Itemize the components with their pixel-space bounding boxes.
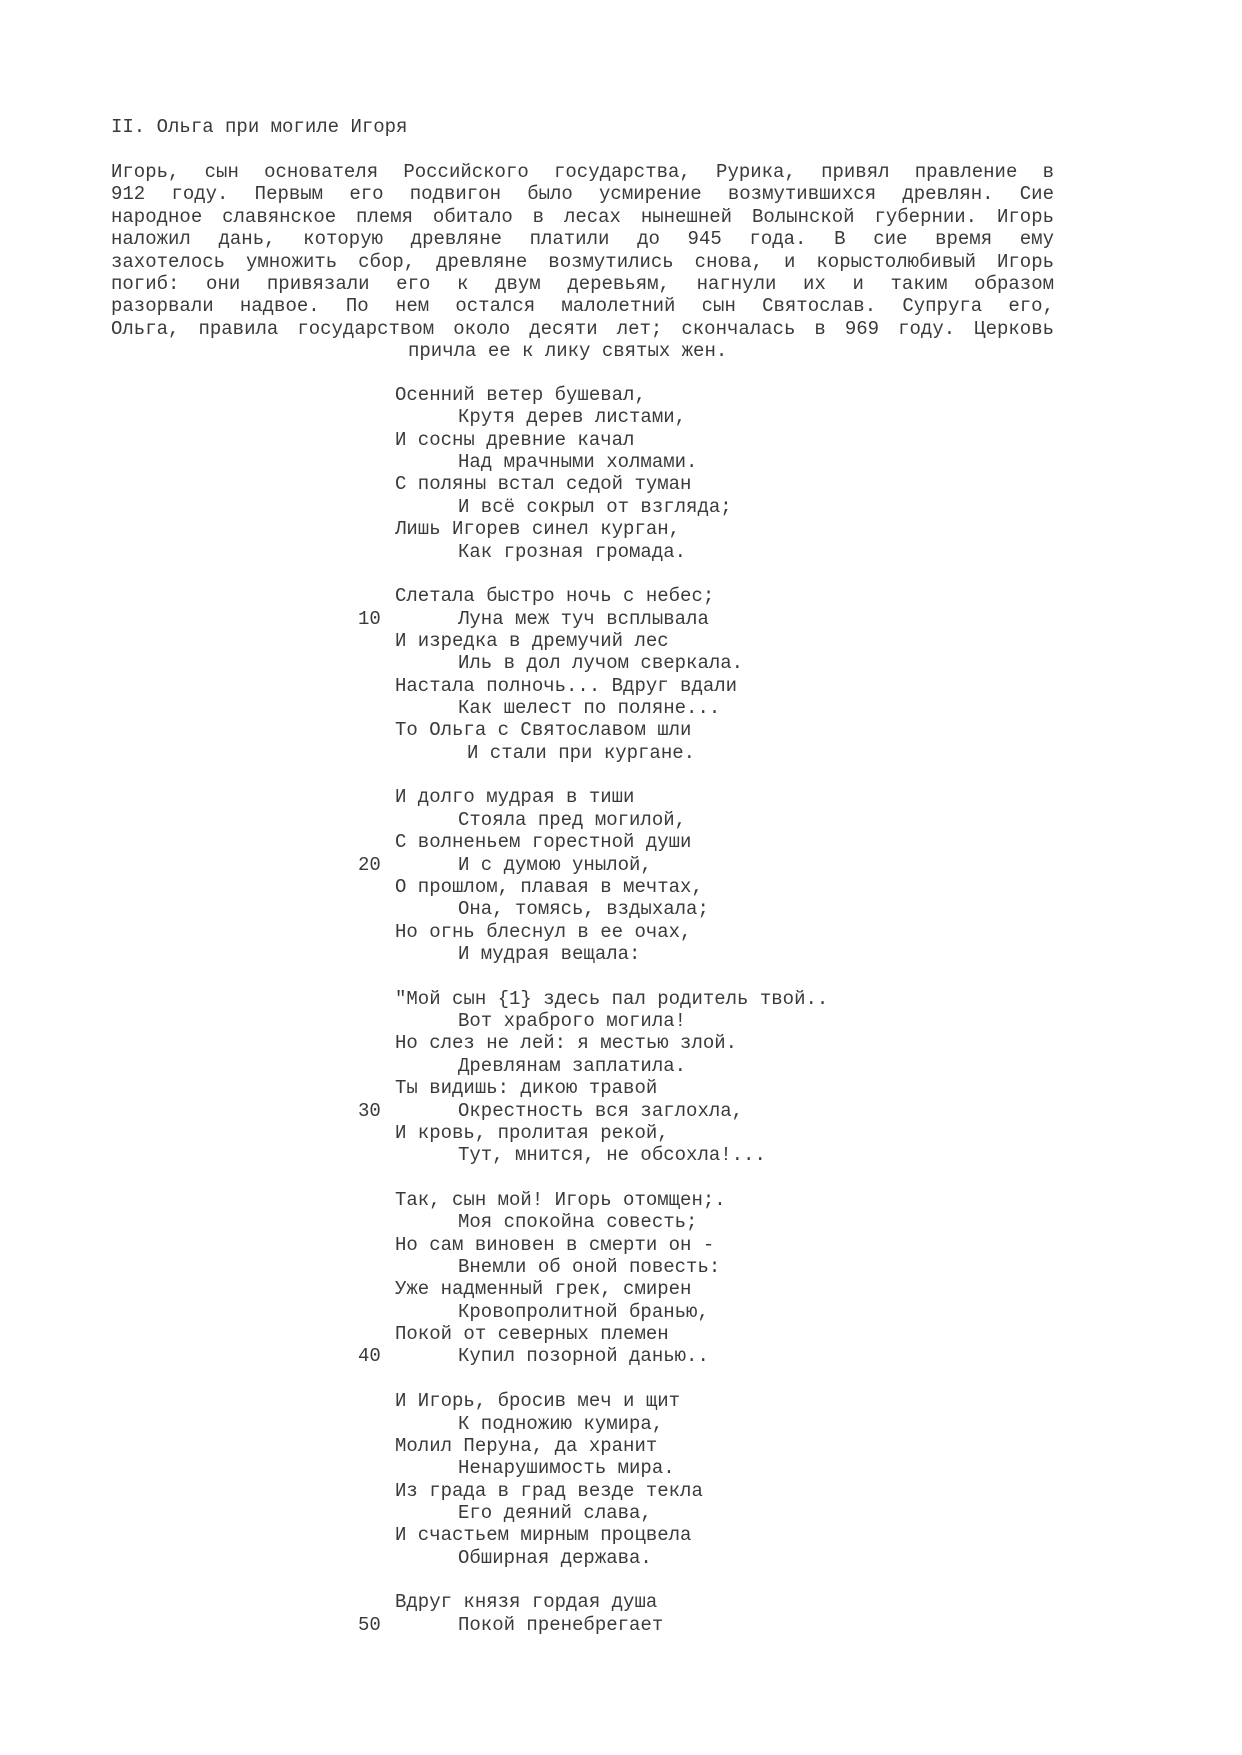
intro-paragraph bbox=[111, 161, 1054, 363]
poem-line-text: Вот храброго могила! bbox=[458, 1010, 687, 1033]
chapter-title: II. Ольга при могиле Игоря bbox=[111, 116, 408, 138]
stanza-break bbox=[0, 1368, 1242, 1390]
poem-line-text: Так, сын мой! Игорь отомщен;. bbox=[395, 1188, 726, 1211]
poem-line-text: И с думою унылой, bbox=[458, 853, 652, 876]
poem-line bbox=[0, 585, 1242, 607]
poem-line-text: "Мой сын {1} здесь пал родитель твой.. bbox=[395, 987, 829, 1010]
poem-line bbox=[0, 1010, 1242, 1032]
poem-line-text: Уже надменный грек, смирен bbox=[395, 1278, 692, 1301]
poem-line bbox=[0, 1614, 1242, 1636]
poem-line-text: Молил Перуна, да хранит bbox=[395, 1434, 658, 1457]
poem-line-text: Внемли об оной повесть: bbox=[458, 1256, 721, 1279]
poem-line-text: Его деяний слава, bbox=[458, 1501, 652, 1524]
poem-line-text: Луна меж туч всплывала bbox=[458, 607, 709, 630]
poem-line bbox=[0, 898, 1242, 920]
poem-line bbox=[0, 854, 1242, 876]
poem-line-text: Осенний ветер бушевал, bbox=[395, 384, 646, 406]
poem-line bbox=[0, 1256, 1242, 1278]
intro-line: народное славянское племя обитало в лесах нынешней Волынской губернии. Игорь bbox=[111, 205, 1054, 228]
poem-line bbox=[0, 1502, 1242, 1524]
poem-line bbox=[0, 719, 1242, 741]
poem-line-text: И счастьем мирным процвела bbox=[395, 1524, 692, 1547]
poem-line bbox=[0, 518, 1242, 540]
poem-line bbox=[0, 1122, 1242, 1144]
poem-line-text: Стояла пред могилой, bbox=[458, 808, 687, 831]
poem-line bbox=[0, 742, 1242, 764]
poem-line-text: И Игорь, бросив меч и щит bbox=[395, 1390, 681, 1413]
line-number: 40 bbox=[358, 1345, 381, 1368]
stanza-break bbox=[0, 1569, 1242, 1591]
poem-line bbox=[0, 473, 1242, 495]
poem-line-text: И всё сокрыл от взгляда; bbox=[458, 495, 732, 518]
poem-line-text: Лишь Игорев синел курган, bbox=[395, 518, 681, 541]
poem-line-text: Настала полночь... Вдруг вдали bbox=[395, 674, 738, 697]
poem-line-text: Иль в дол лучом сверкала. bbox=[458, 652, 744, 675]
intro-line: 912 году. Первым его подвигон было усмирение возмутившихся древлян. Сие bbox=[111, 183, 1054, 206]
poem-line-text: И сосны древние качал bbox=[395, 428, 635, 451]
poem-line-text: О прошлом, плавая в мечтах, bbox=[395, 875, 703, 898]
poem-line bbox=[0, 1413, 1242, 1435]
poem-line bbox=[0, 1032, 1242, 1054]
poem-line-text: Над мрачными холмами. bbox=[458, 451, 698, 474]
intro-line: захотелось умножить сбор, древляне возмутились снова, и корыстолюбивый Игорь bbox=[111, 250, 1054, 273]
line-number: 10 bbox=[358, 607, 381, 630]
poem-line bbox=[0, 1234, 1242, 1256]
poem-line bbox=[0, 429, 1242, 451]
poem-line-text: Покой от северных племен bbox=[395, 1323, 669, 1346]
poem-line-text: К подножию кумира, bbox=[458, 1412, 664, 1435]
poem-line-text: Покой пренебрегает bbox=[458, 1613, 664, 1636]
poem-line bbox=[0, 697, 1242, 719]
poem-line bbox=[0, 786, 1242, 808]
poem-line-text: Обширная держава. bbox=[458, 1546, 652, 1569]
poem-line bbox=[0, 451, 1242, 473]
poem-line bbox=[0, 1278, 1242, 1300]
poem-line bbox=[0, 809, 1242, 831]
poem-body bbox=[0, 384, 1242, 1636]
poem-line-text: Кровопролитной бранью, bbox=[458, 1300, 709, 1323]
poem-line-text: Она, томясь, вздыхала; bbox=[458, 898, 709, 921]
intro-line: разорвали надвое. По нем остался малолетний сын Святослав. Супруга его, bbox=[111, 295, 1054, 318]
poem-line-text: Как шелест по поляне... bbox=[458, 697, 721, 720]
stanza-break bbox=[0, 563, 1242, 585]
line-number: 20 bbox=[358, 853, 381, 876]
poem-line bbox=[0, 1323, 1242, 1345]
line-number: 50 bbox=[358, 1613, 381, 1636]
poem-line-text: Ты видишь: дикою травой bbox=[395, 1077, 658, 1100]
poem-line bbox=[0, 496, 1242, 518]
poem-line-text: Слетала быстро ночь с небес; bbox=[395, 585, 715, 608]
poem-line bbox=[0, 831, 1242, 853]
poem-line bbox=[0, 1211, 1242, 1233]
poem-line bbox=[0, 943, 1242, 965]
poem-line-text: Крутя дерев листами, bbox=[458, 406, 687, 429]
poem-line bbox=[0, 541, 1242, 563]
poem-line-text: С волненьем горестной души bbox=[395, 831, 692, 854]
poem-line bbox=[0, 1457, 1242, 1479]
poem-line-text: Купил позорной данью.. bbox=[458, 1345, 709, 1368]
stanza-break bbox=[0, 1167, 1242, 1189]
poem-line bbox=[0, 1345, 1242, 1367]
poem-line bbox=[0, 1189, 1242, 1211]
poem-line-text: И долго мудрая в тиши bbox=[395, 786, 635, 809]
poem-line bbox=[0, 1547, 1242, 1569]
poem-line bbox=[0, 1077, 1242, 1099]
poem-line bbox=[0, 630, 1242, 652]
intro-line: наложил дань, которую древляне платили до 945 года. В сие время ему bbox=[111, 228, 1054, 251]
poem-line-text: С поляны встал седой туман bbox=[395, 473, 692, 496]
poem-line bbox=[0, 384, 1242, 406]
intro-line: Игорь, сын основателя Российского государства, Рурика, привял правление в bbox=[111, 161, 1054, 183]
poem-line-text: Но сам виновен в смерти он - bbox=[395, 1233, 715, 1256]
stanza-break bbox=[0, 965, 1242, 987]
poem-line-text: Древлянам заплатила. bbox=[458, 1054, 687, 1077]
poem-line-text: То Ольга с Святославом шли bbox=[395, 719, 692, 742]
poem-line bbox=[0, 1480, 1242, 1502]
poem-line-text: Ненарушимость мира. bbox=[458, 1457, 675, 1480]
poem-line-text: Тут, мнится, не обсохла!... bbox=[458, 1144, 766, 1167]
poem-line bbox=[0, 1591, 1242, 1613]
poem-line-text: И стали при кургане. bbox=[467, 741, 696, 764]
poem-line-text: Но огнь блеснул в ее очах, bbox=[395, 920, 692, 943]
poem-line-text: Окрестность вся заглохла, bbox=[458, 1099, 744, 1122]
poem-line bbox=[0, 1301, 1242, 1323]
poem-line-text: И изредка в дремучий лес bbox=[395, 629, 669, 652]
poem-line bbox=[0, 1524, 1242, 1546]
poem-line-text: Вдруг князя гордая душа bbox=[395, 1591, 658, 1614]
poem-line bbox=[0, 406, 1242, 428]
poem-line bbox=[0, 1390, 1242, 1412]
poem-line-text: И кровь, пролитая рекой, bbox=[395, 1121, 669, 1144]
poem-line bbox=[0, 1100, 1242, 1122]
poem-line bbox=[0, 1055, 1242, 1077]
poem-line bbox=[0, 1435, 1242, 1457]
poem-line bbox=[0, 608, 1242, 630]
poem-line bbox=[0, 921, 1242, 943]
poem-line-text: Но слез не лей: я местью злой. bbox=[395, 1032, 738, 1055]
poem-line bbox=[0, 675, 1242, 697]
intro-line: причла ее к лику святых жен. bbox=[408, 340, 728, 363]
poem-line-text: Как грозная громада. bbox=[458, 540, 687, 563]
intro-line: Ольга, правила государством около десяти лет; скончалась в 969 году. Церковь bbox=[111, 317, 1054, 340]
poem-line bbox=[0, 652, 1242, 674]
intro-line: погиб: они привязали его к двум деревьям, нагнули их и таким образом bbox=[111, 272, 1054, 295]
poem-line-text: Моя спокойна совесть; bbox=[458, 1211, 698, 1234]
poem-line-text: И мудрая вещала: bbox=[458, 942, 641, 965]
poem-line bbox=[0, 876, 1242, 898]
poem-line-text: Из града в град везде текла bbox=[395, 1479, 703, 1502]
poem-line bbox=[0, 988, 1242, 1010]
stanza-break bbox=[0, 764, 1242, 786]
line-number: 30 bbox=[358, 1099, 381, 1122]
poem-line bbox=[0, 1144, 1242, 1166]
